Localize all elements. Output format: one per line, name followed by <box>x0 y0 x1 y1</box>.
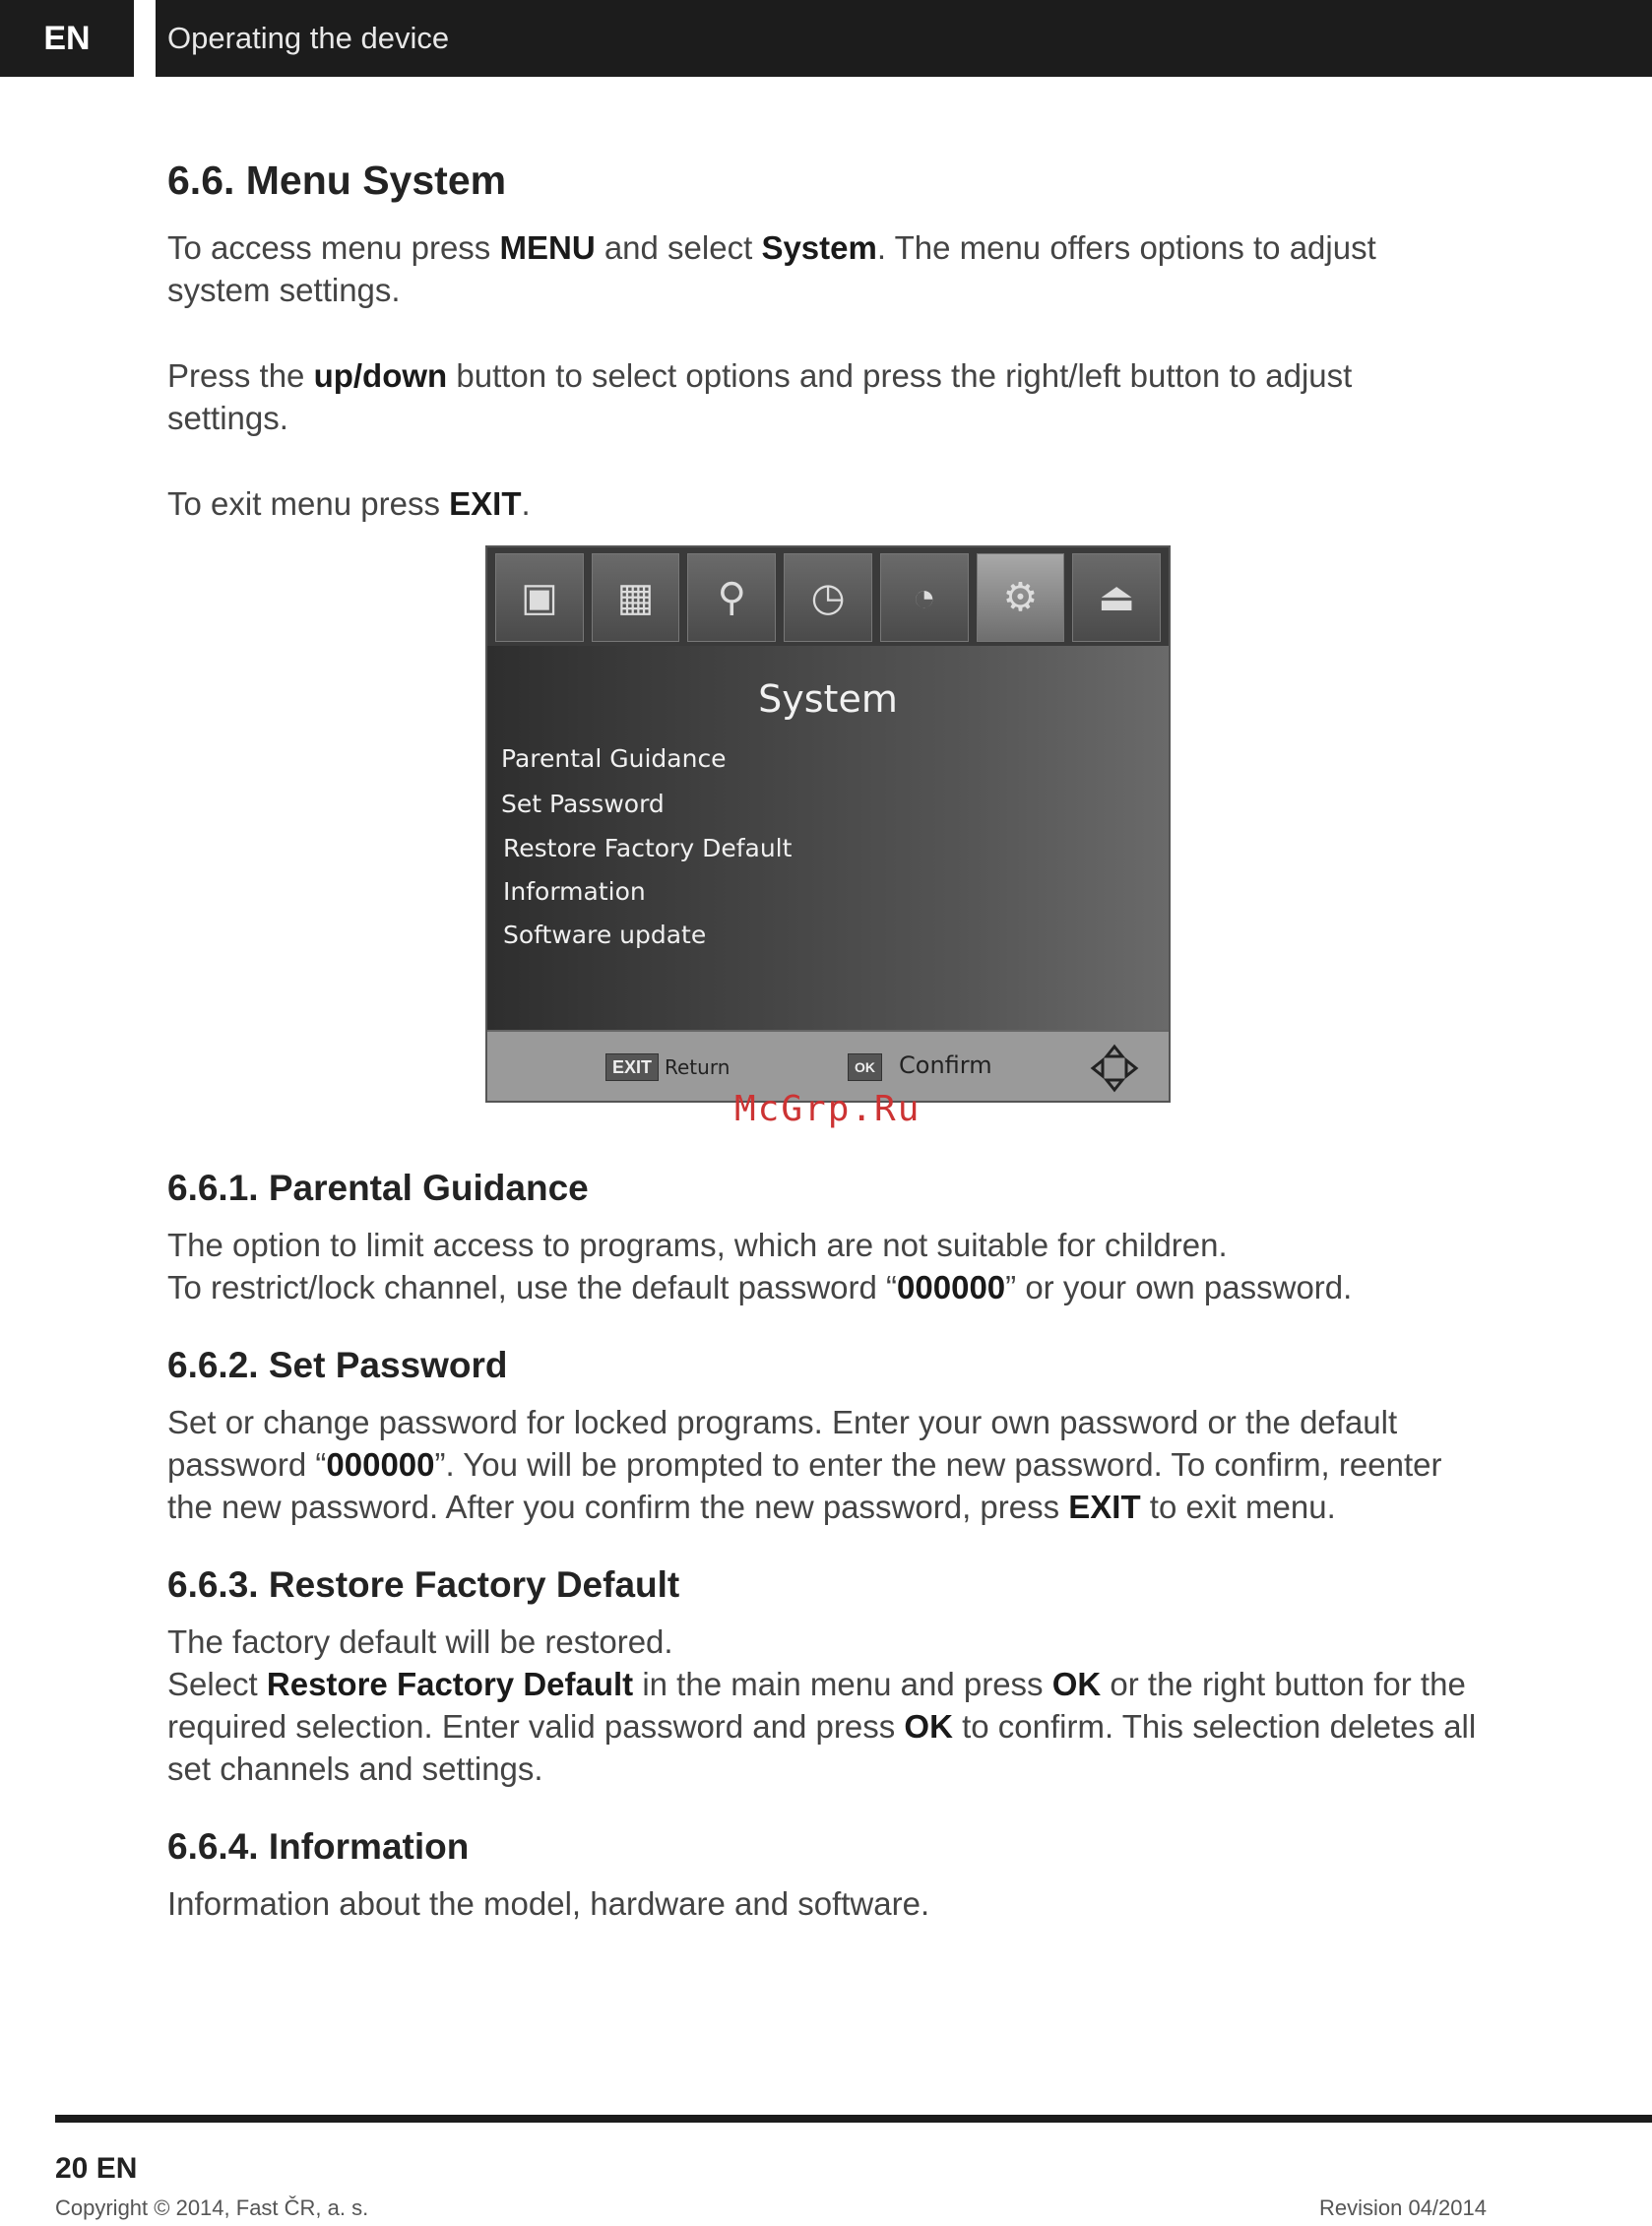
globe-icon: ◔ <box>880 553 969 642</box>
tv-menu-icon-bar <box>487 547 1169 646</box>
navigation-arrows-icon <box>1090 1044 1139 1093</box>
subsection-title-information: 6.6.4. Information <box>167 1826 470 1867</box>
intro-paragraph-2: Press the up/down button to select options and press the right/left button to adjust settings. <box>167 357 1353 436</box>
exit-key: EXIT <box>605 1053 659 1081</box>
section-title: 6.6. Menu System <box>167 158 507 203</box>
page-number: 20 EN <box>55 2152 138 2185</box>
information-line-1: Information about the model, hardware and software. <box>167 1885 930 1922</box>
usb-icon: ⏏ <box>1072 553 1161 642</box>
tv-menu-screenshot <box>485 545 1171 1103</box>
restore-paragraph: Select Restore Factory Default in the main menu and press OK or the right button for the required selection. Enter valid password and press OK to confirm. This selection deletes all set channels and settings. <box>167 1666 1477 1787</box>
gear-icon: ⚙ <box>977 553 1065 642</box>
confirm-label: Confirm <box>899 1051 992 1079</box>
footer-divider <box>55 2115 1652 2123</box>
clock-icon: ◷ <box>784 553 872 642</box>
password-paragraph: Set or change password for locked programs. Enter your own password or the default password “000000”. You will be prompted to enter the new password. To confirm, reenter the new password. After you confirm the new password, press EXIT to exit menu. <box>167 1404 1442 1525</box>
revision-text: Revision 04/2014 <box>1318 2195 1487 2220</box>
parental-line-2: To restrict/lock channel, use the default password “000000” or your own password. <box>167 1269 1353 1305</box>
picture-icon: ▣ <box>495 553 584 642</box>
tv-menu-title: System <box>758 677 898 721</box>
subsection-title-parental: 6.6.1. Parental Guidance <box>167 1168 589 1208</box>
tv-menu-item: Restore Factory Default <box>503 834 793 862</box>
watermark: McGrp.Ru <box>734 1089 921 1129</box>
language-tag: EN <box>0 0 134 77</box>
tv-menu-item: Set Password <box>501 790 665 818</box>
tv-menu-item: Parental Guidance <box>501 744 727 773</box>
restore-line-1: The factory default will be restored. <box>167 1623 673 1660</box>
subsection-title-restore: 6.6.3. Restore Factory Default <box>167 1564 680 1605</box>
page-header <box>0 0 1652 77</box>
copyright-text: Copyright © 2014, Fast ČR, a. s. <box>55 2195 369 2220</box>
tv-search-icon: ⚲ <box>687 553 776 642</box>
return-label: Return <box>665 1055 731 1079</box>
tv-menu-body <box>487 646 1169 1030</box>
ok-key: OK <box>848 1053 882 1081</box>
intro-paragraph-3: To exit menu press EXIT. <box>167 485 531 522</box>
intro-paragraph-1: To access menu press MENU and select System. The menu offers options to adjust system settings. <box>167 229 1376 308</box>
parental-line-1: The option to limit access to programs, which are not suitable for children. <box>167 1227 1228 1263</box>
tv-menu-item: Software update <box>503 921 707 949</box>
tv-menu-item: Information <box>503 877 646 906</box>
image-icon: ▦ <box>592 553 680 642</box>
subsection-title-password: 6.6.2. Set Password <box>167 1345 508 1385</box>
header-title: Operating the device <box>156 0 1652 77</box>
